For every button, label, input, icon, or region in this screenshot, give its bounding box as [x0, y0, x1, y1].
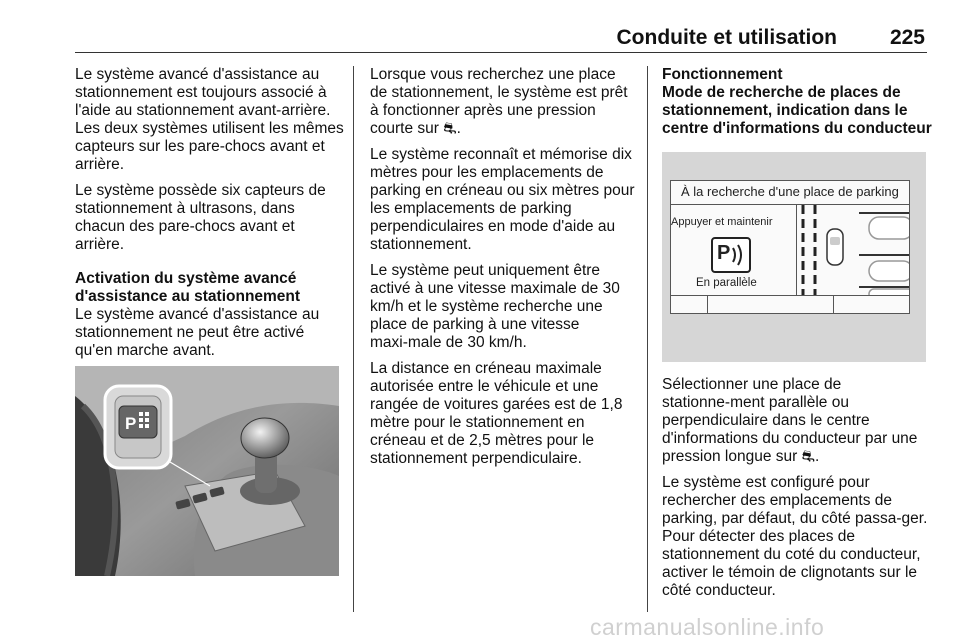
- page-number: 225: [889, 26, 925, 49]
- column-2: [370, 66, 636, 476]
- parking-key-label: P: [717, 242, 731, 264]
- column-1: [75, 66, 345, 368]
- watermark: carmanualsonline.info: [590, 614, 825, 640]
- driver-info-display-figure: [662, 152, 926, 362]
- subheading-mode: Mode de recherche de places de stationnement, indication dans le centre d'informations du conducteur: [662, 84, 932, 137]
- column-3: [662, 66, 932, 138]
- paragraph: Le système avancé d'assistance au stationnement ne peut être activé qu'en marche avant.: [75, 306, 320, 359]
- display-title: À la recherche d'une place de parking: [681, 184, 899, 199]
- parking-scene-icon: [797, 205, 909, 295]
- gear-shift-figure: [75, 366, 339, 576]
- paragraph: Lorsque vous recherchez une place de stationnement, le système est prêt à fonctionner après une pression courte sur ⛐.: [370, 66, 628, 137]
- paragraph: Sélectionner une place de stationne‑ment parallèle ou perpendiculaire dans le centre d'informations du conducteur par une pression longue sur ⛐.: [662, 376, 918, 465]
- subheading-fonctionnement: Fonctionnement: [662, 66, 783, 83]
- column-divider: [647, 66, 648, 612]
- display-mode: En parallèle: [696, 277, 757, 289]
- parking-assist-icon: [711, 237, 751, 273]
- paragraph: La distance en créneau maximale autorisée entre le véhicule et une rangée de voitures garées est de 1,8 mètre pour le stationnement en créneau et de 2,5 mètres pour le stationnement perpendiculaire.: [370, 360, 623, 467]
- page-header: [75, 22, 927, 53]
- paragraph: Le système possède six capteurs de stationnement à ultrasons, dans chacun des pare-chocs avant et arrière.: [75, 182, 326, 253]
- paragraph: Le système avancé d'assistance au stationnement est toujours associé à l'aide au stationnement avant-arrière. Les deux systèmes utilisent les mêmes capteurs sur les pare-chocs avant et arrière.: [75, 66, 344, 173]
- button-p-label: P: [125, 414, 137, 433]
- paragraph: Le système est configuré pour rechercher des emplacements de parking, par défaut, du côté passa‑ger. Pour détecter des places de stationnement du coté du conducteur, activer le témoin de clignotants sur le côté conducteur.: [662, 474, 928, 599]
- display-screen: [670, 180, 910, 314]
- subheading-activation: Activation du système avancé d'assistance au stationnement: [75, 270, 301, 305]
- column-3-body: [662, 376, 932, 608]
- gear-console-illustration: [75, 366, 339, 576]
- paragraph: Le système peut uniquement être activé à une vitesse maximale de 30 km/h et le système recherche une place de parking à une vitesse maxi‑male de 30 km/h.: [370, 262, 620, 351]
- sensor-waves-icon: [731, 242, 747, 268]
- section-title: Conduite et utilisation: [616, 26, 837, 49]
- column-divider: [353, 66, 354, 612]
- paragraph: Le système reconnaît et mémorise dix mètres pour les emplacements de parking en créneau ou six mètres pour les emplacements de parking perpendiculaires en mode d'aide au stationnement.: [370, 146, 635, 253]
- display-press-hold: Appuyer et maintenir: [671, 216, 773, 228]
